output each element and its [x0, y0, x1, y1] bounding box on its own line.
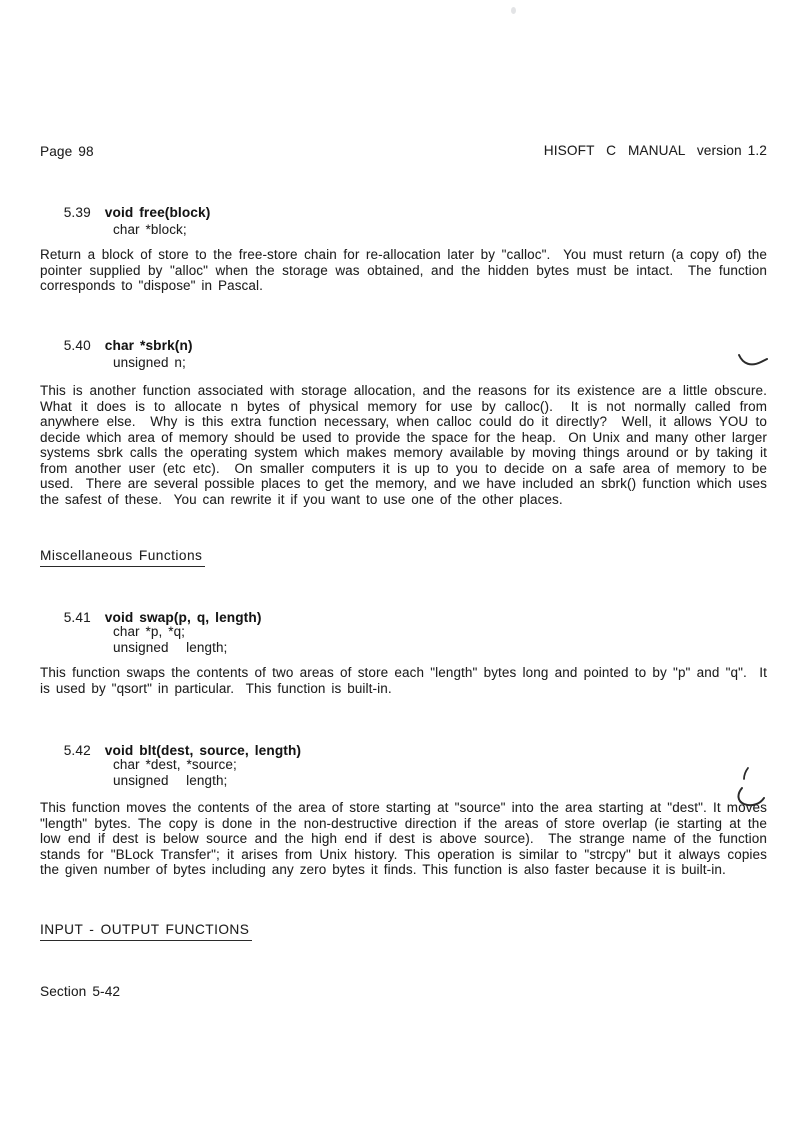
pen-mark-curve-icon — [733, 784, 775, 812]
section-body: This is another function associated with storage allocation, and the reasons for its existence are a little obscure. What it does is to allocate n bytes of physical memory for use by calloc(). It is not normally called from anywhere else. Why is this extra function necessary, when calloc could do it directly? Well, it allows YOU to decide which area of memory should be used to provide the space for the heap. On Unix and many other larger systems sbrk calls the operating system which makes memory available by moving things around or by taking it from another user (etc etc). On smaller computers it is up to you to decide on a safe area of memory to be used. There are several possible places to get the memory, and we have included an sbrk() function which uses the safest of these. You can rewrite it if you want to use one of the other places. — [40, 383, 779, 507]
section-signature: void blt(dest, source, length) — [104, 742, 302, 758]
subheading-miscellaneous-functions: Miscellaneous Functions — [40, 548, 205, 567]
section-number: 5.39 — [63, 204, 91, 220]
section-number: 5.40 — [63, 337, 91, 353]
footer-section-label: Section 5-42 — [40, 984, 121, 999]
section-body: This function moves the contents of the area of store starting at "source" into the area starting at "dest". It moves "length" bytes. The copy is done in the non-destructive direction if the areas of store overlap (ie starting at the low end if dest is below source and the high end if dest is above source). The strange name of the function stands for "BLock Transfer"; it arises from Unix history. This operation is similar to "strcpy" but it always copies the given number of bytes including any zero bytes it finds. This function is also faster because it is built-in. — [40, 800, 773, 877]
page-number: Page 98 — [40, 144, 94, 159]
pen-mark-tick-icon — [737, 765, 753, 783]
manual-title: HISOFT C MANUAL version 1.2 — [543, 143, 767, 158]
declaration-line: unsigned length; — [113, 772, 228, 788]
scan-speck — [511, 7, 516, 14]
section-signature: char *sbrk(n) — [104, 337, 193, 353]
section-number: 5.42 — [63, 742, 91, 758]
section-signature: void swap(p, q, length) — [104, 609, 262, 625]
subheading-input-output-functions: INPUT - OUTPUT FUNCTIONS — [40, 922, 252, 941]
section-signature: void free(block) — [104, 204, 211, 220]
section-body: This function swaps the contents of two areas of store each "length" bytes long and pointed to by "p" and "q". It is used by "qsort" in particular. This function is built-in. — [40, 665, 773, 696]
declaration-line: char *block; — [113, 222, 187, 237]
declaration-line: unsigned n; — [113, 355, 186, 370]
declaration-line: char *p, *q; — [113, 624, 186, 639]
section-number: 5.41 — [63, 609, 91, 625]
declaration-line: unsigned length; — [113, 639, 228, 655]
section-body: Return a block of store to the free-store chain for re-allocation later by "calloc". You must return (a copy of) the pointer supplied by "alloc" when the storage was obtained, and the hidden bytes must be intact. The function corresponds to "dispose" in Pascal. — [40, 247, 773, 293]
declaration-line: char *dest, *source; — [113, 757, 237, 772]
pen-mark-curve-icon — [733, 350, 775, 374]
